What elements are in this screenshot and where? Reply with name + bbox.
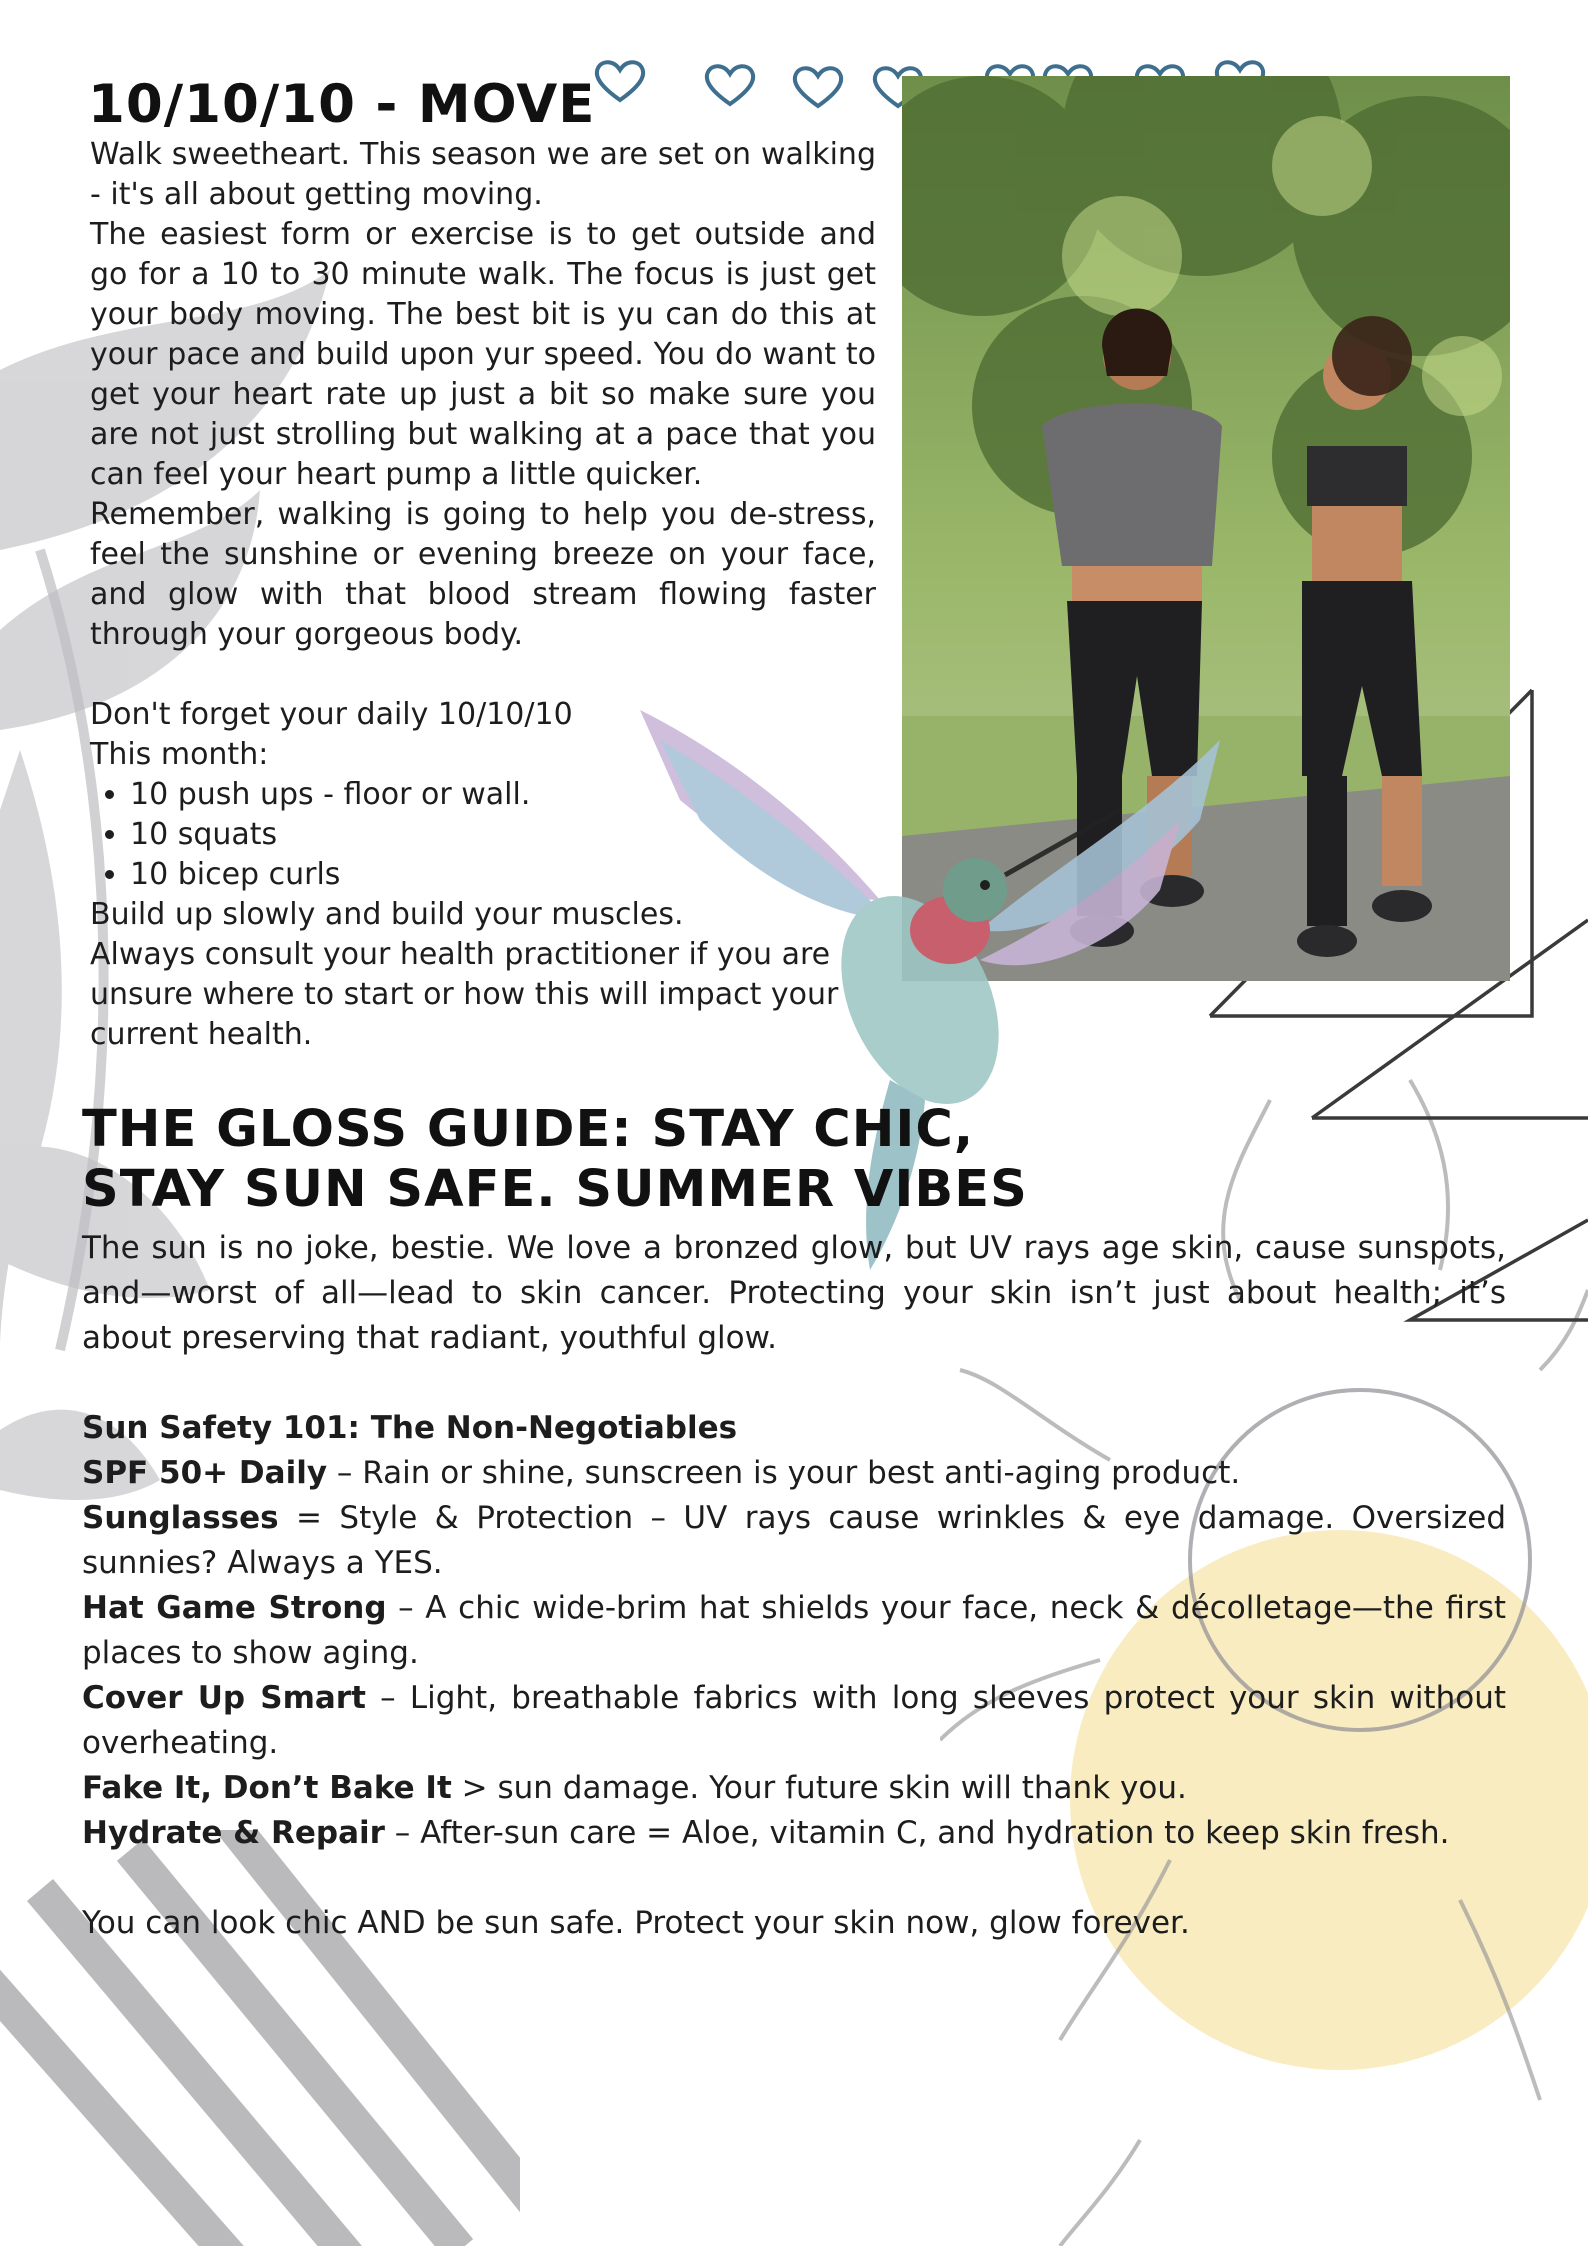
exercise-list — [90, 775, 876, 895]
tip-item — [82, 1766, 1506, 1811]
tip-text: > sun damage. Your future skin will thank you. — [451, 1770, 1187, 1806]
list-item: • 10 squats — [130, 815, 876, 855]
move-title: 10/10/10 - MOVE — [88, 74, 596, 135]
gloss-title-line-1: THE GLOSS GUIDE: STAY CHIC, — [82, 1100, 975, 1159]
sun-safety-subheading: Sun Safety 101: The Non-Negotiables — [82, 1410, 738, 1446]
list-item: • 10 bicep curls — [130, 855, 876, 895]
gloss-title-line-2: STAY SUN SAFE. SUMMER VIBES — [82, 1160, 1028, 1219]
spacer — [90, 655, 876, 695]
move-section — [90, 135, 876, 1055]
gloss-closing: You can look chic AND be sun safe. Protect your skin now, glow forever. — [82, 1905, 1190, 1941]
gloss-title — [82, 1100, 1028, 1220]
daily-reminder: Don't forget your daily 10/10/10 — [90, 697, 573, 732]
tip-text: – Light, breathable fabrics with long sleeves protect your skin without overheating. — [82, 1680, 1507, 1761]
tip-term: Hydrate & Repair — [82, 1815, 385, 1851]
tip-term: SPF 50+ Daily — [82, 1455, 328, 1491]
list-item: • 10 push ups - floor or wall. — [130, 775, 876, 815]
month-label: This month: — [90, 737, 269, 772]
tip-term: Fake It, Don’t Bake It — [82, 1770, 452, 1806]
gloss-intro: The sun is no joke, bestie. We love a bronzed glow, but UV rays age skin, cause sunspots, and—worst of all—lead to skin cancer. Protecting your skin isn’t just about health; it’s about preserving that radiant, youthful glow. — [82, 1230, 1506, 1356]
tip-term: Cover Up Smart — [82, 1680, 366, 1716]
tip-item — [82, 1676, 1506, 1766]
consult-note: Always consult your health practitioner if you are unsure where to start or how this will impact your current health. — [90, 937, 839, 1052]
build-up-note: Build up slowly and build your muscles. — [90, 897, 684, 932]
spacer — [82, 1361, 1506, 1406]
tip-item — [82, 1496, 1506, 1586]
spacer — [82, 1856, 1506, 1901]
move-paragraph-3: Remember, walking is going to help you de-stress, feel the sunshine or evening breeze on your face, and glow with that blood stream flowing faster through your gorgeous body. — [90, 497, 876, 652]
tip-term: Hat Game Strong — [82, 1590, 387, 1626]
move-paragraph-2: The easiest form or exercise is to get outside and go for a 10 to 30 minute walk. The focus is just get your body moving. The best bit is yu can do this at your pace and build upon yur speed. You do want to get your heart rate up just a bit so make sure you are not just strolling but walking at a pace that you can feel your heart pump a little quicker. — [90, 217, 876, 492]
heart-outline-icon — [707, 66, 753, 104]
tip-term: Sunglasses — [82, 1500, 279, 1536]
tip-text: – Rain or shine, sunscreen is your best anti-aging product. — [327, 1455, 1241, 1491]
tip-text: – A chic wide-brim hat shields your face, neck & décolletage—the first places to show aging. — [82, 1590, 1506, 1671]
tip-text: – After-sun care = Aloe, vitamin C, and hydration to keep skin fresh. — [384, 1815, 1450, 1851]
tip-item — [82, 1811, 1506, 1856]
move-paragraph-1: Walk sweetheart. This season we are set on walking - it's all about getting moving. — [90, 137, 876, 212]
heart-outline-icon — [795, 68, 841, 106]
tip-item — [82, 1586, 1506, 1676]
heart-outline-icon — [597, 62, 643, 100]
tip-item — [82, 1451, 1506, 1496]
tip-text: = Style & Protection – UV rays cause wrinkles & eye damage. Oversized sunnies? Always a YES. — [82, 1500, 1506, 1581]
gloss-section — [82, 1226, 1506, 1946]
